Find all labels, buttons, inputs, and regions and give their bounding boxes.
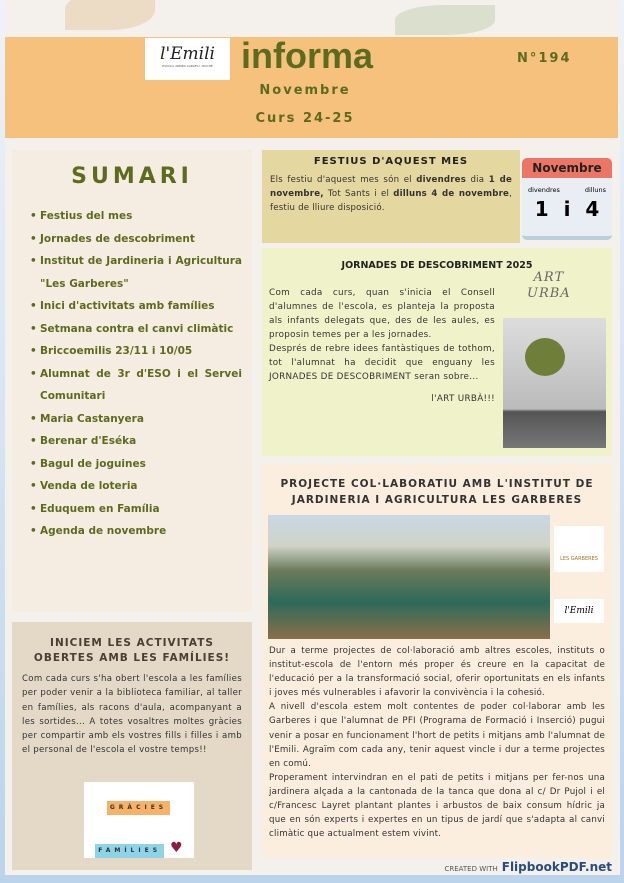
calendar-dates: 1 i 4 bbox=[534, 197, 600, 221]
newsletter-page bbox=[5, 0, 620, 875]
street-art-photo bbox=[503, 318, 606, 448]
art-urba-handwriting: ART URBA bbox=[527, 270, 571, 301]
discovery-paragraph: Després de rebre idees fantàstiques de tothom, tot l'alumnat ha decidit que enguany les JORNADES DE DESCOBRIMENT seran sobre... bbox=[269, 344, 495, 382]
summary-item: • Briccoemilis 23/11 i 10/05 bbox=[40, 340, 242, 363]
families-line: FAMÍLIES ♥ bbox=[84, 837, 194, 858]
holidays-title: FESTIUS D'AQUEST MES bbox=[313, 156, 469, 167]
discovery-ending: l'ART URBÀ!!! bbox=[431, 394, 495, 404]
summary-item: • Bagul de joguines bbox=[40, 453, 242, 476]
flipbook-watermark[interactable] bbox=[444, 859, 612, 874]
watermark-created-with: CREATED WITH bbox=[444, 865, 498, 873]
summary-title: SUMARI bbox=[71, 164, 193, 189]
summary-item: • Berenar d'Eséka bbox=[40, 430, 242, 453]
month-label: Novembre bbox=[259, 83, 351, 98]
les-garberes-logo: LES GARBERES bbox=[554, 526, 604, 572]
thanks-line: GRÀCIES bbox=[84, 794, 194, 815]
heart-icon: ♥ bbox=[170, 840, 183, 856]
summary-item: • Jornades de descobriment bbox=[40, 228, 242, 251]
families-box bbox=[12, 622, 252, 870]
discovery-title: JORNADES DE DESCOBRIMENT 2025 bbox=[341, 260, 533, 271]
project-paragraph: Properament intervindran en el pati de petits i mitjans per fer-nos una jardinera alçada a la cantonada de la tanca que dona al c/ Dr Pujol i el c/Francesc Layret plantant plantes i arbustos de baix consum hídric ja que en són experts i expertes en un tipus de jardí que s'adapta al canvi climàtic que actualment estem vivint. bbox=[269, 772, 605, 840]
newsletter-title: informa bbox=[241, 35, 374, 76]
summary-item: • Venda de loteria bbox=[40, 475, 242, 498]
summary-item: • Institut de Jardineria i Agricultura "Les Garberes" bbox=[40, 250, 242, 295]
school-logo: l'Emili ESCOLA ANNEX CARLES I. ROCHÉ bbox=[145, 38, 230, 80]
summary-item: • Alumnat de 3r d'ESO i el Servei Comunitari bbox=[40, 363, 242, 408]
summary-item: • Inici d'activitats amb famílies bbox=[40, 295, 242, 318]
summary-box bbox=[12, 150, 252, 612]
holidays-text: Els festiu d'aquest mes són el divendres dia 1 de novembre, Tot Sants i el dilluns 4 de novembre, festiu de lliure disposició. bbox=[270, 175, 512, 213]
course-label: Curs 24-25 bbox=[255, 111, 355, 126]
emili-logo: l'Emili bbox=[554, 599, 604, 623]
families-title: INICIEM LES ACTIVITATS OBERTES AMB LES FAMÍLIES! bbox=[33, 637, 231, 664]
header-banner bbox=[5, 37, 618, 138]
discovery-paragraph: Com cada curs, quan s'inicia el Consell d'alumnes de l'escola, es planteja la proposta als infants delegats que, des de les aules, es proposin temes per a les jornades. bbox=[269, 288, 495, 340]
families-text: Com cada curs s'ha obert l'escola a les famílies per poder venir a la biblioteca familiar, al taller en famílies, als racons d'aula, acompanyant a les sortides... A totes vosaltres moltes gràcies per compartir amb els vostres fills i filles i amb el personal de l'escola el vostre temps!! bbox=[22, 674, 242, 756]
project-paragraph: A nivell d'escola estem molt contentes de poder col·laborar amb les Garberes i que l'alumnat de PFI (Programa de Formació i Inserció) pugui venir a posar en funcionament l'hort de petits i mitjans amb l'alumnat de l'Emili. Agraïm com cada any, tenir aquest vincle i dur a terme projectes en comú. bbox=[269, 702, 605, 769]
garden-students-photo bbox=[268, 515, 550, 639]
summary-item: • Festius del mes bbox=[40, 205, 242, 228]
thanks-families-image bbox=[84, 782, 194, 858]
issue-number: N°194 bbox=[517, 51, 572, 66]
summary-list bbox=[40, 205, 242, 543]
holidays-box bbox=[262, 150, 520, 243]
summary-item: • Setmana contra el canvi climàtic bbox=[40, 318, 242, 341]
summary-item: • Eduquem en Família bbox=[40, 498, 242, 521]
calendar-icon: Novembre divendres dilluns 1 i 4 bbox=[522, 158, 612, 240]
discovery-days-box bbox=[262, 248, 612, 456]
project-paragraph: Dur a terme projectes de col·laboració amb altres escoles, instituts o institut-escola de l'entorn més proper és creure en la capacitat de l'educació per a la transformació social, oferir oportunitats en els infants i joves més vulnerables i afavorir la convivència i la cohesió. bbox=[269, 646, 605, 699]
watermark-brand: FlipbookPDF.net bbox=[501, 860, 612, 874]
leaf-decoration bbox=[65, 0, 155, 30]
collaborative-project-box bbox=[262, 464, 612, 858]
project-title: PROJECTE COL·LABORATIU AMB L'INSTITUT DE JARDINERIA I AGRICULTURA LES GARBERES bbox=[280, 478, 594, 506]
summary-item: • Agenda de novembre bbox=[40, 520, 242, 543]
summary-item: • Maria Castanyera bbox=[40, 408, 242, 431]
leaf-decoration bbox=[395, 5, 495, 35]
